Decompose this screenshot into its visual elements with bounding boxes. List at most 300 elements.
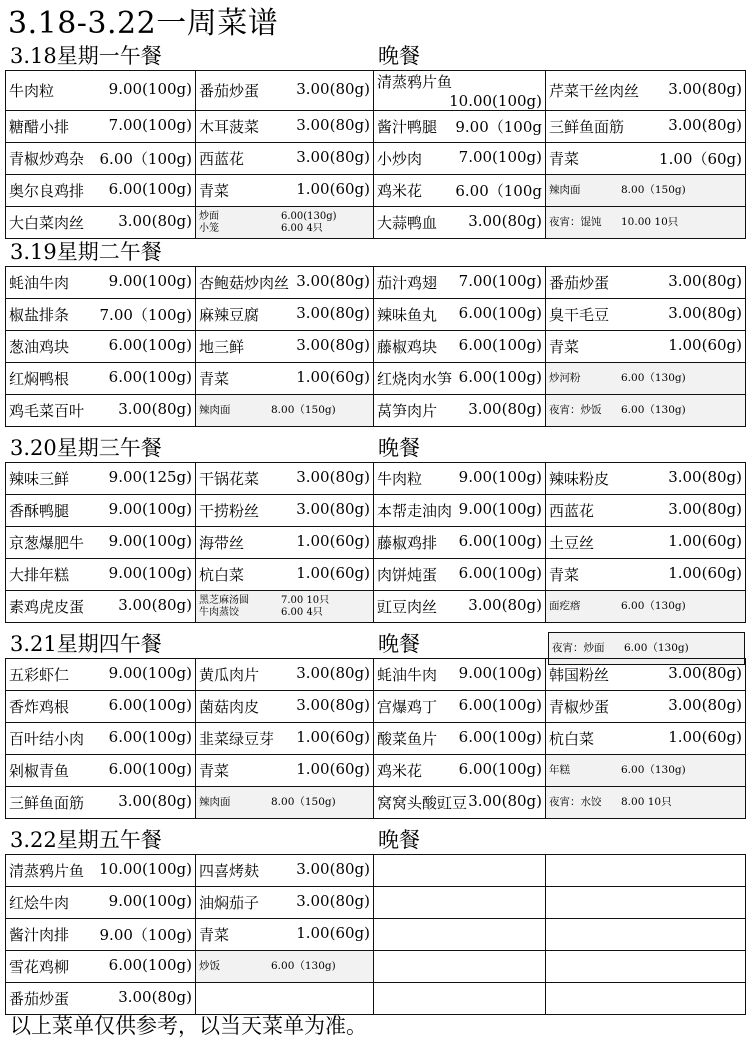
dish-price: 6.00（130g) (621, 764, 686, 776)
menu-item (546, 111, 746, 143)
dinner-label: 晚餐 (378, 632, 420, 656)
dish-name: 肉饼炖蛋 (377, 566, 438, 584)
table-row (6, 919, 746, 951)
dish-price: 9.00(100g) (108, 532, 192, 550)
empty-cell (374, 983, 546, 1015)
menu-item (196, 855, 374, 887)
dish-name: 青菜 (199, 926, 230, 944)
dish-price: 3.00(80g) (296, 116, 370, 134)
menu-item (546, 71, 746, 111)
dish-name: 窝窝头酸豇豆 (377, 794, 468, 812)
menu-item (6, 299, 196, 331)
dish-price: 3.00(80g) (296, 304, 370, 322)
dish-name: 番茄炒蛋 (9, 990, 70, 1008)
menu-item (374, 691, 546, 723)
dish-price: 9.00(100g) (108, 500, 192, 518)
menu-item (196, 495, 374, 527)
dish-price: 7.00(100g) (458, 148, 542, 166)
table-row (6, 723, 746, 755)
menu-item (196, 951, 374, 983)
lunch-label: 3.22星期五午餐 (10, 828, 162, 852)
dish-price: 10.00(100g) (449, 92, 542, 110)
dish-price: 3.00(80g) (118, 596, 192, 614)
dish-price: 3.00(80g) (296, 892, 370, 910)
dish-name: 韭菜绿豆芽 (199, 730, 275, 748)
day-header (0, 236, 750, 266)
menu-item (546, 267, 746, 299)
dish-price: 6.00（130g) (621, 372, 686, 384)
dish-price: 9.00(100g) (108, 272, 192, 290)
dish-name: 五彩虾仁 (9, 666, 70, 684)
table-row (6, 207, 746, 239)
dish-name: 红烧肉水笋 (377, 370, 453, 388)
menu-subitem (199, 223, 370, 235)
menu-item (546, 175, 746, 207)
dish-price: 6.00(100g) (458, 564, 542, 582)
dish-name: 红烩牛肉 (9, 894, 70, 912)
menu-item (6, 755, 196, 787)
dish-name: 辣肉面 (199, 796, 231, 808)
dish-name: 辣味粉皮 (549, 470, 610, 488)
page-title: 3.18-3.22一周菜谱 (8, 6, 279, 41)
table-row (6, 175, 746, 207)
menu-item (374, 299, 546, 331)
dish-name: 辣味鱼丸 (377, 306, 438, 324)
menu-item (374, 495, 546, 527)
menu-item (196, 919, 374, 951)
dish-name: 炒面 (199, 210, 219, 222)
dish-name: 麻辣豆腐 (199, 306, 260, 324)
dish-price: 6.00 4只 (281, 606, 323, 618)
table-row (6, 299, 746, 331)
dish-name: 鸡米花 (377, 182, 423, 200)
dish-name: 椒盐排条 (9, 306, 70, 324)
day-menu-table (5, 462, 746, 623)
dish-price: 6.00（130g) (621, 600, 686, 612)
dish-name: 黑芝麻汤圆 (199, 594, 249, 606)
empty-cell (374, 855, 546, 887)
dish-price: 3.00(80g) (668, 304, 742, 322)
menu-item (6, 267, 196, 299)
dish-name: 青椒炒鸡杂 (9, 150, 85, 168)
day-header (0, 432, 750, 462)
dish-price: 6.00(100g) (108, 956, 192, 974)
menu-item (374, 207, 546, 239)
dish-name: 番茄炒蛋 (199, 82, 260, 100)
dish-name: 藤椒鸡排 (377, 534, 438, 552)
menu-item (6, 175, 196, 207)
menu-item (374, 71, 546, 111)
dish-price: 3.00(80g) (468, 596, 542, 614)
dish-price: 10.00 10只 (621, 216, 679, 228)
dinner-label: 晚餐 (378, 44, 420, 68)
table-row (6, 495, 746, 527)
dish-price: 1.00(60g) (296, 368, 370, 386)
dish-price: 9.00(100g) (458, 664, 542, 682)
empty-cell (374, 887, 546, 919)
dish-name: 夜宵：炒面 (552, 642, 605, 654)
menu-item (6, 207, 196, 239)
menu-item (6, 527, 196, 559)
dish-price: 6.00(100g) (458, 728, 542, 746)
dish-price: 7.00(100g) (108, 116, 192, 134)
menu-item (6, 723, 196, 755)
dish-price: 1.00(60g) (296, 180, 370, 198)
footer-note: 以上菜单仅供参考，以当天菜单为准。 (10, 1014, 367, 1038)
dish-name: 干捞粉丝 (199, 502, 260, 520)
menu-item (196, 299, 374, 331)
dish-price: 3.00(80g) (668, 468, 742, 486)
menu-item (546, 207, 746, 239)
dish-name: 海带丝 (199, 534, 245, 552)
dish-name: 香酥鸭腿 (9, 502, 70, 520)
menu-item (6, 71, 196, 111)
dish-price: 8.00 10只 (621, 796, 672, 808)
menu-item (6, 691, 196, 723)
menu-item (374, 787, 546, 819)
dish-price: 3.00(80g) (118, 212, 192, 230)
dish-name: 夜宵：炒饭 (549, 404, 602, 416)
table-row (6, 111, 746, 143)
dish-price: 7.00 10只 (281, 594, 330, 606)
dish-name: 青椒炒蛋 (549, 698, 610, 716)
dish-price: 6.00(100g) (108, 368, 192, 386)
dish-name: 茄汁鸡翅 (377, 274, 438, 292)
menu-item (196, 267, 374, 299)
empty-cell (374, 951, 546, 983)
menu-item (546, 787, 746, 819)
dish-name: 面疙瘩 (549, 600, 581, 612)
dish-price: 6.00(100g) (458, 760, 542, 778)
menu-item (374, 659, 546, 691)
dish-price: 6.00（130g) (624, 642, 689, 654)
menu-item (6, 143, 196, 175)
table-row (6, 755, 746, 787)
table-row (6, 951, 746, 983)
menu-item-pair (196, 207, 374, 239)
menu-item (546, 691, 746, 723)
dish-name: 番茄炒蛋 (549, 274, 610, 292)
menu-item (196, 175, 374, 207)
menu-item (196, 787, 374, 819)
menu-item (546, 755, 746, 787)
table-row (6, 887, 746, 919)
dish-name: 杏鲍菇炒肉丝 (199, 274, 290, 292)
dish-price: 6.00(100g) (108, 180, 192, 198)
dish-price: 3.00(80g) (668, 696, 742, 714)
dish-name: 豇豆肉丝 (377, 598, 438, 616)
table-row (6, 527, 746, 559)
dish-price: 3.00(80g) (296, 272, 370, 290)
day-menu-table (5, 266, 746, 427)
menu-item (374, 395, 546, 427)
dish-price: 3.00(80g) (296, 860, 370, 878)
dish-price: 6.00 4只 (281, 222, 323, 234)
dish-name: 年糕 (549, 764, 570, 776)
dish-name: 牛肉蒸饺 (199, 606, 239, 618)
menu-item (6, 111, 196, 143)
dish-name: 三鲜鱼面筋 (9, 794, 85, 812)
dish-name: 四喜烤麸 (199, 862, 260, 880)
menu-item (374, 143, 546, 175)
menu-item-pair (196, 591, 374, 623)
day-menu-table (5, 658, 746, 819)
dish-name: 芹菜干丝肉丝 (549, 82, 640, 100)
dish-name: 杭白菜 (199, 566, 245, 584)
dish-name: 西蓝花 (549, 502, 595, 520)
dish-name: 青菜 (199, 762, 230, 780)
day-menu-table (5, 854, 746, 1015)
dish-name: 京葱爆肥牛 (9, 534, 85, 552)
menu-item (196, 527, 374, 559)
dish-price: 7.00（100g) (99, 306, 192, 324)
lunch-label: 3.21星期四午餐 (10, 632, 162, 656)
menu-item (546, 363, 746, 395)
dish-price: 1.00(60g) (296, 728, 370, 746)
empty-cell (546, 887, 746, 919)
menu-item (546, 723, 746, 755)
menu-item (374, 527, 546, 559)
dish-price: 9.00(100g) (458, 500, 542, 518)
dish-name: 三鲜鱼面筋 (549, 118, 625, 136)
menu-item (546, 331, 746, 363)
menu-item (6, 559, 196, 591)
empty-cell (546, 855, 746, 887)
dish-name: 大白菜肉丝 (9, 214, 85, 232)
dish-price: 3.00(80g) (668, 80, 742, 98)
table-row (6, 787, 746, 819)
dish-price: 6.00(100g) (108, 728, 192, 746)
dish-name: 蚝油牛肉 (377, 666, 438, 684)
dish-name: 本帮走油肉 (377, 502, 453, 520)
dish-price: 9.00(100g) (108, 80, 192, 98)
dish-name: 牛肉粒 (9, 82, 55, 100)
dish-name: 宫爆鸡丁 (377, 698, 438, 716)
dish-price: 1.00(60g) (296, 760, 370, 778)
dish-name: 小笼 (199, 222, 219, 234)
dish-name: 酱汁鸭腿 (377, 118, 438, 136)
menu-item (196, 559, 374, 591)
dish-name: 炒饭 (199, 960, 220, 972)
menu-item (196, 887, 374, 919)
dish-price: 1.00（60g) (659, 150, 742, 168)
dish-name: 辣肉面 (549, 184, 581, 196)
dish-price: 6.00（100g) (99, 150, 192, 168)
dish-name: 干锅花菜 (199, 470, 260, 488)
dish-price: 3.00(80g) (296, 696, 370, 714)
menu-item (196, 659, 374, 691)
dish-name: 酱汁肉排 (9, 926, 70, 944)
dish-name: 韩国粉丝 (549, 666, 610, 684)
dish-price: 9.00(100g) (108, 892, 192, 910)
dish-price: 1.00(60g) (668, 532, 742, 550)
dish-price: 1.00(60g) (668, 336, 742, 354)
dinner-label: 晚餐 (378, 436, 420, 460)
menu-item (546, 143, 746, 175)
dish-price: 3.00(80g) (668, 116, 742, 134)
menu-item (196, 331, 374, 363)
dish-name: 油焖茄子 (199, 894, 260, 912)
dish-name: 青菜 (199, 370, 230, 388)
menu-item (6, 887, 196, 919)
dish-name: 大蒜鸭血 (377, 214, 438, 232)
table-row (6, 71, 746, 111)
dish-price: 9.00(125g) (108, 468, 192, 486)
dish-name: 蚝油牛肉 (9, 274, 70, 292)
menu-item (196, 71, 374, 111)
dish-price: 9.00（100g) (99, 926, 192, 944)
menu-item (546, 299, 746, 331)
dish-name: 木耳菠菜 (199, 118, 260, 136)
dish-price: 1.00(60g) (296, 564, 370, 582)
day-header (0, 40, 750, 70)
table-row (6, 855, 746, 887)
dish-price: 6.00（100g (455, 182, 542, 200)
menu-subitem (199, 595, 370, 607)
empty-cell (196, 983, 374, 1015)
dish-name: 鸡米花 (377, 762, 423, 780)
dish-price: 3.00(80g) (468, 792, 542, 810)
table-row (6, 659, 746, 691)
dish-price: 6.00(100g) (458, 368, 542, 386)
menu-subitem (199, 211, 370, 223)
menu-item (6, 787, 196, 819)
dish-price: 8.00（150g) (621, 184, 686, 196)
dish-name: 清蒸鸦片鱼 (9, 862, 85, 880)
dish-name: 辣肉面 (199, 404, 231, 416)
menu-item (374, 755, 546, 787)
dish-price: 10.00(100g) (99, 860, 192, 878)
empty-cell (546, 919, 746, 951)
table-row (6, 267, 746, 299)
menu-item (6, 363, 196, 395)
table-row (6, 591, 746, 623)
dish-price: 3.00(80g) (118, 792, 192, 810)
menu-item (374, 559, 546, 591)
dish-price: 6.00(100g) (108, 336, 192, 354)
dish-name: 奥尔良鸡排 (9, 182, 85, 200)
table-row (6, 559, 746, 591)
menu-item (374, 267, 546, 299)
dish-price: 1.00(60g) (296, 532, 370, 550)
lunch-label: 3.19星期二午餐 (10, 240, 162, 264)
menu-item (6, 951, 196, 983)
table-row (6, 331, 746, 363)
dish-price: 1.00(60g) (668, 728, 742, 746)
dish-price: 1.00(60g) (296, 924, 370, 942)
day-header (0, 824, 750, 854)
dish-name: 香炸鸡根 (9, 698, 70, 716)
menu-item (196, 463, 374, 495)
dish-price: 9.00(100g) (108, 664, 192, 682)
dish-name: 藤椒鸡块 (377, 338, 438, 356)
table-row (6, 691, 746, 723)
dish-price: 9.00(100g) (458, 468, 542, 486)
day-menu-table (5, 70, 746, 239)
menu-item (6, 983, 196, 1015)
dish-name: 剁椒青鱼 (9, 762, 70, 780)
table-row (6, 463, 746, 495)
menu-item (546, 659, 746, 691)
dish-price: 3.00(80g) (296, 148, 370, 166)
menu-item (374, 111, 546, 143)
menu-item (374, 723, 546, 755)
dish-price: 3.00(80g) (296, 336, 370, 354)
dish-price: 6.00(100g) (458, 532, 542, 550)
dish-price: 8.00（150g) (271, 796, 336, 808)
dish-price: 3.00(80g) (668, 272, 742, 290)
menu-item (374, 591, 546, 623)
dish-name: 莴笋肉片 (377, 402, 438, 420)
dish-name: 青菜 (199, 182, 230, 200)
menu-item (374, 331, 546, 363)
dish-name: 鸡毛菜百叶 (9, 402, 85, 420)
dish-price: 3.00(80g) (468, 400, 542, 418)
menu-item (6, 463, 196, 495)
menu-item (6, 591, 196, 623)
empty-cell (546, 951, 746, 983)
empty-cell (374, 919, 546, 951)
menu-item (196, 363, 374, 395)
menu-item (196, 691, 374, 723)
dish-name: 土豆丝 (549, 534, 595, 552)
dish-price: 9.00(100g) (108, 564, 192, 582)
menu-item (6, 395, 196, 427)
menu-item (196, 143, 374, 175)
dish-name: 牛肉粒 (377, 470, 423, 488)
menu-item (6, 855, 196, 887)
menu-item (374, 175, 546, 207)
dish-price: 3.00(80g) (118, 400, 192, 418)
empty-cell (546, 983, 746, 1015)
dish-price: 3.00(80g) (296, 500, 370, 518)
dish-name: 西蓝花 (199, 150, 245, 168)
menu-item (6, 659, 196, 691)
dish-price: 3.00(80g) (118, 988, 192, 1006)
dish-price: 6.00(130g) (281, 210, 337, 222)
menu-item (6, 919, 196, 951)
dish-price: 3.00(80g) (296, 80, 370, 98)
dish-name: 黄瓜肉片 (199, 666, 260, 684)
menu-item (546, 495, 746, 527)
menu-subitem (199, 607, 370, 619)
menu-item (546, 559, 746, 591)
table-row (6, 395, 746, 427)
menu-item (196, 723, 374, 755)
dish-name: 大排年糕 (9, 566, 70, 584)
dish-name: 酸菜鱼片 (377, 730, 438, 748)
dish-price: 3.00(80g) (296, 664, 370, 682)
dish-name: 炒河粉 (549, 372, 581, 384)
dish-name: 红焖鸭根 (9, 370, 70, 388)
dish-name: 菌菇肉皮 (199, 698, 260, 716)
dish-price: 9.00（100g (455, 118, 542, 136)
dish-price: 3.00(80g) (296, 468, 370, 486)
menu-item (546, 591, 746, 623)
dish-price: 6.00(100g) (108, 696, 192, 714)
dish-price: 6.00(100g) (458, 696, 542, 714)
dish-price: 3.00(80g) (468, 212, 542, 230)
menu-item (546, 463, 746, 495)
dish-name: 素鸡虎皮蛋 (9, 598, 85, 616)
lunch-label: 3.18星期一午餐 (10, 44, 162, 68)
dish-price: 6.00(100g) (108, 760, 192, 778)
menu-item (374, 463, 546, 495)
menu-item (196, 111, 374, 143)
dish-name: 青菜 (549, 150, 580, 168)
dish-price: 6.00(100g) (458, 336, 542, 354)
dish-name: 夜宵：馄饨 (549, 216, 602, 228)
